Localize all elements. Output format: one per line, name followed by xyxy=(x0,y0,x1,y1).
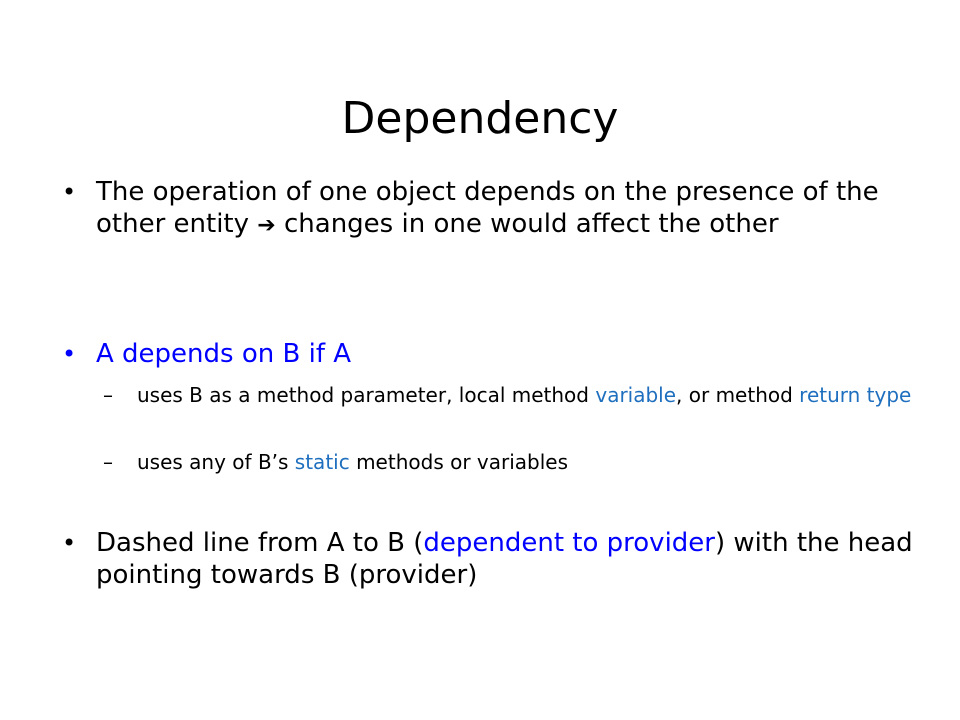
sub-bullet-text xyxy=(137,450,920,475)
bullet-text-part: ) with the head pointing towards B (provider) xyxy=(96,528,913,590)
highlight-dependent-to-provider: dependent to provider xyxy=(423,528,715,558)
bullet-text-part: changes in one would affect the other xyxy=(275,209,779,239)
sub-text-part: , or method xyxy=(676,383,800,407)
bullet-marker: • xyxy=(62,529,77,557)
right-arrow-icon: ➔ xyxy=(257,213,276,238)
bullet-text xyxy=(96,527,920,591)
sub-bullet-text xyxy=(137,383,920,408)
sub-text-part: methods or variables xyxy=(349,450,569,474)
sub-bullet-marker: – xyxy=(103,450,113,474)
bullet-dashed-line xyxy=(62,527,920,591)
sub-text-part: uses B as a method parameter, local method xyxy=(137,383,596,407)
bullet-operation xyxy=(62,176,920,242)
keyword-return-type: return type xyxy=(799,383,912,407)
bullet-text: A depends on B if A xyxy=(96,339,352,369)
bullet-marker: • xyxy=(62,340,77,368)
keyword-variable: variable xyxy=(595,383,677,407)
sub-bullet-marker: – xyxy=(103,383,113,407)
sub-text-part: uses any of B’s xyxy=(137,450,295,474)
keyword-static: static xyxy=(294,450,350,474)
slide-title: Dependency xyxy=(341,93,619,145)
bullet-text-part: The operation of one object depends on the presence of the other entity xyxy=(96,177,879,239)
bullet-depends xyxy=(62,338,920,370)
bullet-text xyxy=(96,176,920,242)
bullet-marker: • xyxy=(62,178,77,206)
sub-bullet-uses-parameter xyxy=(103,383,920,408)
bullet-text-part: Dashed line from A to B ( xyxy=(96,528,424,558)
sub-bullet-uses-static xyxy=(103,450,920,475)
